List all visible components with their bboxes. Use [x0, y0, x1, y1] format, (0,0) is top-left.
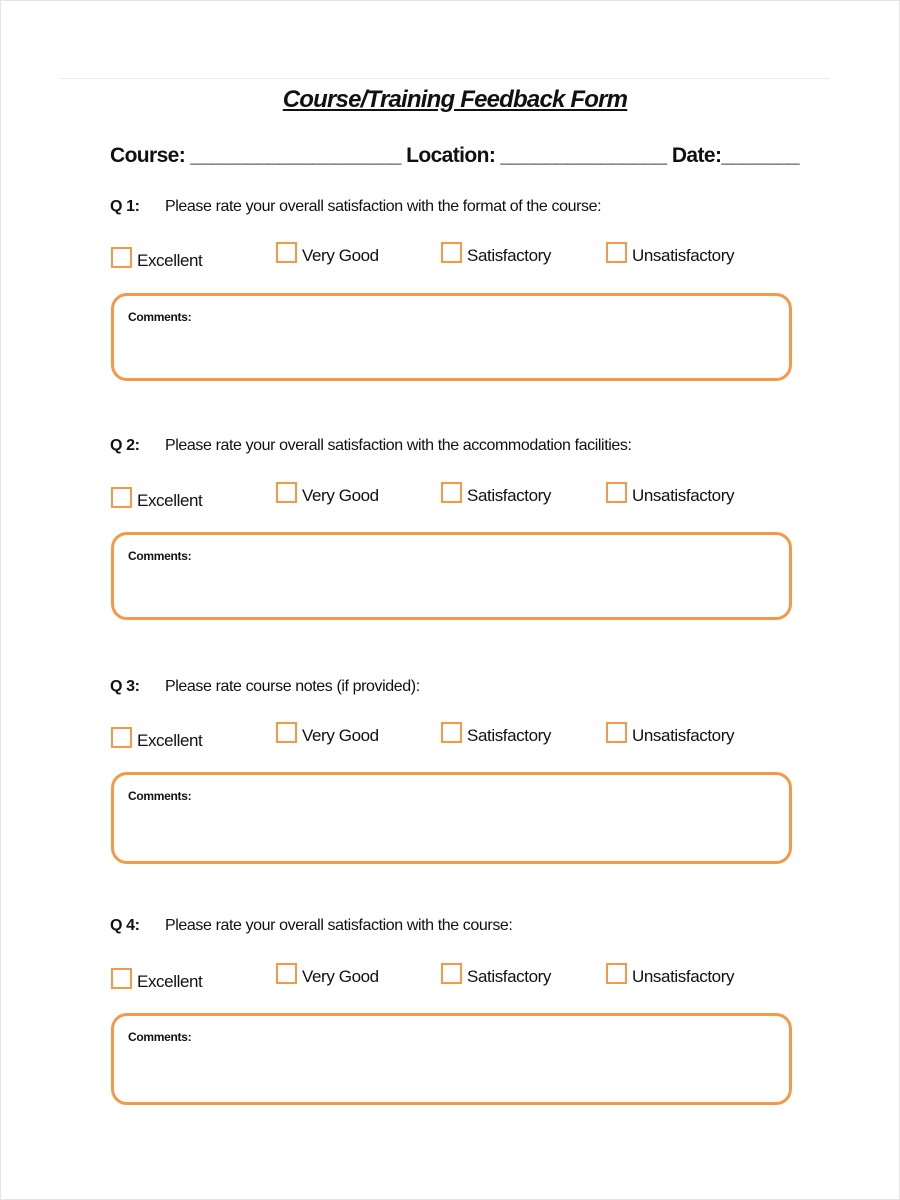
checkbox[interactable] [441, 482, 462, 503]
checkbox[interactable] [606, 242, 627, 263]
question-4 [110, 917, 512, 935]
option-satisfactory[interactable] [441, 482, 551, 503]
option-label: Excellent [137, 491, 203, 510]
option-excellent[interactable] [111, 727, 202, 748]
checkbox[interactable] [441, 242, 462, 263]
option-excellent[interactable] [111, 968, 202, 989]
option-label: Excellent [137, 251, 203, 270]
checkbox[interactable] [111, 968, 132, 989]
course-location-date-fields[interactable]: Course: ___________________ Location: _______________ Date:_______ [110, 144, 799, 167]
divider [60, 78, 830, 79]
option-label: Excellent [137, 972, 203, 991]
option-unsatisfactory[interactable] [606, 482, 734, 503]
checkbox[interactable] [276, 963, 297, 984]
checkbox[interactable] [111, 247, 132, 268]
option-label: Unsatisfactory [632, 246, 735, 265]
question-number: Q 1: [110, 198, 140, 215]
checkbox[interactable] [111, 487, 132, 508]
question-number: Q 4: [110, 917, 140, 934]
form-title: Course/Training Feedback Form [282, 86, 628, 113]
option-very-good[interactable] [276, 963, 379, 984]
option-unsatisfactory[interactable] [606, 722, 734, 743]
option-label: Unsatisfactory [632, 486, 735, 505]
checkbox[interactable] [276, 482, 297, 503]
checkbox[interactable] [276, 722, 297, 743]
option-satisfactory[interactable] [441, 242, 551, 263]
comments-box[interactable] [111, 1013, 792, 1105]
checkbox[interactable] [441, 722, 462, 743]
option-very-good[interactable] [276, 242, 379, 263]
question-3 [110, 678, 420, 696]
option-satisfactory[interactable] [441, 722, 551, 743]
option-label: Very Good [302, 246, 379, 265]
question-number: Q 3: [110, 678, 140, 695]
option-excellent[interactable] [111, 487, 202, 508]
question-text: Please rate your overall satisfaction with the format of the course: [165, 198, 602, 215]
option-satisfactory[interactable] [441, 963, 551, 984]
checkbox[interactable] [606, 482, 627, 503]
question-1 [110, 198, 601, 216]
question-2 [110, 437, 632, 455]
option-label: Satisfactory [467, 486, 552, 505]
option-excellent[interactable] [111, 247, 202, 268]
option-label: Excellent [137, 731, 203, 750]
option-label: Very Good [302, 967, 379, 986]
comments-label: Comments: [128, 310, 192, 324]
option-very-good[interactable] [276, 482, 379, 503]
comments-label: Comments: [128, 549, 192, 563]
option-label: Satisfactory [467, 246, 552, 265]
option-label: Very Good [302, 486, 379, 505]
comments-box[interactable] [111, 293, 792, 381]
checkbox[interactable] [111, 727, 132, 748]
checkbox[interactable] [441, 963, 462, 984]
checkbox[interactable] [606, 722, 627, 743]
question-text: Please rate course notes (if provided): [165, 678, 420, 695]
question-text: Please rate your overall satisfaction with the accommodation facilities: [165, 437, 632, 454]
option-unsatisfactory[interactable] [606, 242, 734, 263]
option-very-good[interactable] [276, 722, 379, 743]
comments-label: Comments: [128, 1030, 192, 1044]
option-label: Unsatisfactory [632, 726, 735, 745]
option-label: Satisfactory [467, 726, 552, 745]
question-number: Q 2: [110, 437, 140, 454]
option-label: Unsatisfactory [632, 967, 735, 986]
comments-box[interactable] [111, 772, 792, 864]
comments-box[interactable] [111, 532, 792, 620]
checkbox[interactable] [276, 242, 297, 263]
option-label: Very Good [302, 726, 379, 745]
checkbox[interactable] [606, 963, 627, 984]
option-unsatisfactory[interactable] [606, 963, 734, 984]
comments-label: Comments: [128, 789, 192, 803]
option-label: Satisfactory [467, 967, 552, 986]
question-text: Please rate your overall satisfaction with the course: [165, 917, 513, 934]
